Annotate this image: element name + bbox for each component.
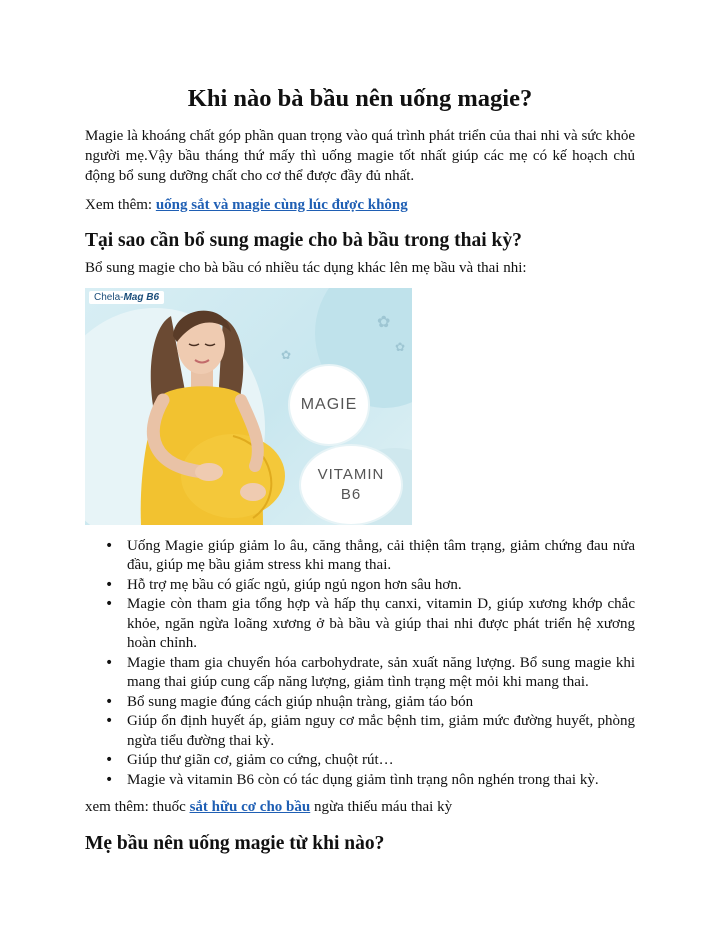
pregnant-woman-illustration [113,296,303,525]
document-page [85,84,635,862]
list-item: • Giúp thư giãn cơ, giảm co cứng, chuột rút… [127,751,635,771]
benefits-list [85,537,635,791]
list-item: • Bổ sung magie đúng cách giúp nhuận tràng, giảm táo bón [127,693,635,713]
list-item: • Giúp ổn định huyết áp, giảm nguy cơ mắc bệnh tim, giảm mức đường huyết, phòng ngừa tiểu đường thai kỳ. [127,712,635,751]
list-item: • Magie tham gia chuyển hóa carbohydrate, sản xuất năng lượng. Bổ sung magie khi mang thai giúp cung cấp năng lượng, giảm tình trạng mệt mỏi khi mang thai. [127,654,635,693]
section-1-lead: Bổ sung magie cho bà bầu có nhiều tác dụng khác lên mẹ bầu và thai nhi: [85,259,527,276]
magie-label: MAGIE [300,395,358,413]
list-item: • Magie và vitamin B6 còn có tác dụng giảm tình trạng nôn nghén trong thai kỳ. [127,771,635,791]
section-1-heading: Tại sao cần bổ sung magie cho bà bầu trong thai kỳ? [85,229,522,251]
vitamin-label-line-1: VITAMIN [317,465,385,483]
link-organic-iron[interactable]: sắt hữu cơ cho bầu [189,799,311,816]
brand-name: Mag B6 [123,291,160,303]
product-image [85,288,412,525]
page-title: Khi nào bà bầu nên uống magie? [187,85,533,112]
list-item: • Hỗ trợ mẹ bầu có giấc ngủ, giúp ngủ ngon hơn sâu hơn. [127,576,635,596]
vitamin-label [318,465,385,505]
brand-prefix: Chela- [94,291,124,303]
see-more-1-prefix: Xem thêm: [85,196,156,213]
intro-paragraph: Magie là khoáng chất góp phần quan trọng vào quá trình phát triển của thai nhi và sức khỏe người mẹ.Vậy bầu tháng thứ mấy thì uống magie tốt nhất giúp các mẹ có kế hoạch chủ động bổ sung dưỡng chất cho cơ thể được đầy đủ nhất. [85,127,635,184]
flower-icon: ✿ [377,311,391,331]
link-iron-magnesium[interactable]: uống sắt và magie cùng lúc được không [155,196,408,213]
see-more-2-suffix: ngừa thiếu máu thai kỳ [310,799,453,816]
magie-bubble [290,366,368,444]
list-item: • Uống Magie giúp giảm lo âu, căng thẳng, cải thiện tâm trạng, giảm chứng đau nửa đầu, giúp mẹ bầu giảm stress khi mang thai. [127,537,635,576]
flower-icon: ✿ [395,339,406,354]
vitamin-label-line-2: B6 [340,485,362,503]
see-more-2 [85,797,635,817]
see-more-2-prefix: xem thêm: thuốc [85,799,190,816]
section-2-heading: Mẹ bầu nên uống magie từ khi nào? [85,833,385,855]
vitamin-b6-bubble [301,446,401,524]
see-more-1 [85,195,635,215]
list-item: • Magie còn tham gia tổng hợp và hấp thụ canxi, vitamin D, giúp xương khớp chắc khỏe, ngăn ngừa loãng xương ở bà bầu và giúp thai nhi được phát triển hệ xương hoàn chỉnh. [127,595,635,654]
flower-icon: ✿ [281,347,292,362]
